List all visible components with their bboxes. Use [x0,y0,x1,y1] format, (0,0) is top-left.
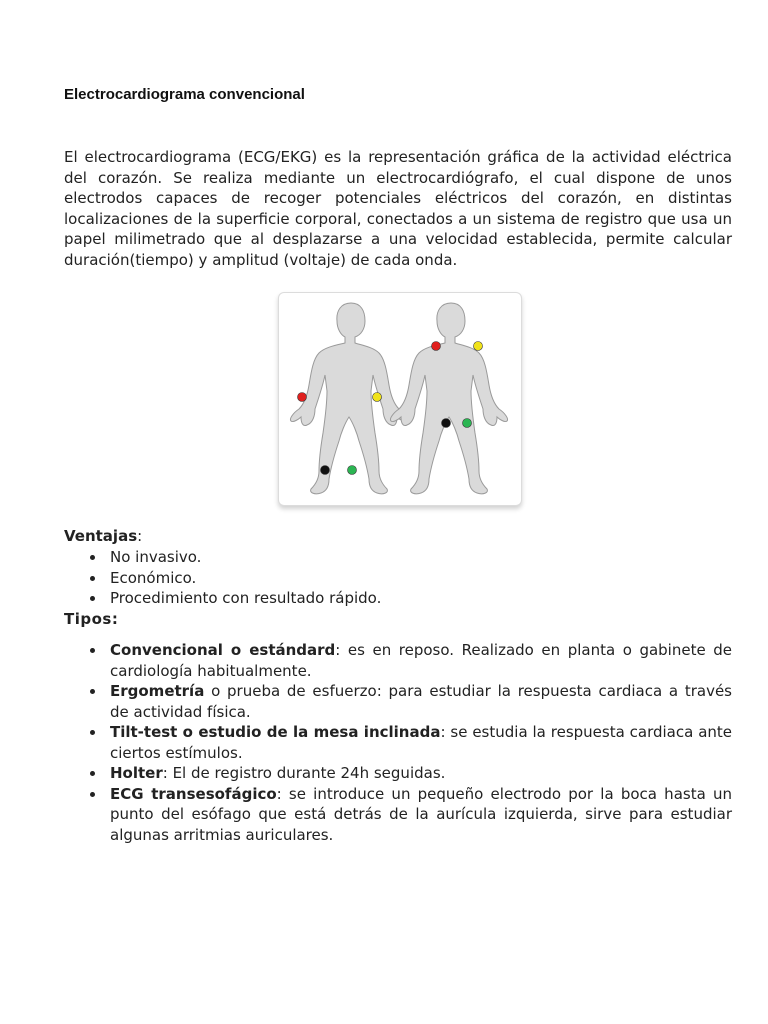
ventajas-heading [64,527,142,545]
intro-paragraph: El electrocardiograma (ECG/EKG) es la representación gráfica de la actividad eléctrica del corazón. Se realiza mediante un electrocardiógrafo, el cual dispone de unos electrodos capaces de recoger potenciales eléctricos del corazón, en distintas localizaciones de la superficie corporal, conectados a un sistema de registro que usa un papel milimetrado que al desplazarse a una velocidad establecida, permite calcular duración(tiempo) y amplitud (voltaje) de cada onda. [64,148,732,269]
list-item-text: o prueba de esfuerzo: para estudiar la respuesta cardiaca a través de actividad física. [110,682,732,721]
electrode-right-shoulder [432,342,441,351]
electrode-left-leg [348,466,357,475]
list-item [64,640,732,681]
list-item-term: Convencional o estándard [110,641,336,659]
body-figure-chest-leads [390,303,507,494]
electrode-left-shoulder [474,342,483,351]
tipos-list [64,640,732,845]
ventajas-heading-text: Ventajas [64,527,138,545]
list-item [64,784,732,846]
list-item-text: : El de registro durante 24h seguidas. [162,764,446,782]
electrode-placement-figure [278,292,522,506]
electrode-left-hip [463,419,472,428]
list-item-term: Ergometría [110,682,205,700]
list-item: Económico. [64,568,732,589]
list-item-text: : se introduce un pequeño electrodo por la boca hasta un punto del esófago que está detrás de la aurícula izquierda, sirve para estudiar algunas arritmias auriculares. [110,784,732,844]
electrode-left-arm [373,393,382,402]
list-item-text: : es en reposo. Realizado en planta o gabinete de cardiología habitualmente. [110,641,732,680]
ventajas-heading-colon: : [137,527,143,545]
list-item-term: Tilt-test o estudio de la mesa inclinada [110,723,441,741]
electrode-right-hip [442,419,451,428]
list-item [64,722,732,763]
electrode-placement-illustration [279,293,521,505]
electrode-right-arm [298,393,307,402]
list-item-term: Holter [110,764,163,782]
list-item-term: ECG transesofágico [110,784,277,803]
list-item-text: : se estudia la respuesta cardiaca ante ciertos estímulos. [110,723,732,762]
list-item: No invasivo. [64,547,732,568]
tipos-heading: Tipos: [64,610,119,628]
list-item: Procedimiento con resultado rápido. [64,588,732,609]
body-figure-limb-leads [290,303,407,494]
list-item [64,763,732,784]
ventajas-list [64,547,732,609]
electrode-right-leg [321,466,330,475]
list-item [64,681,732,722]
document-title: Electrocardiograma convencional [64,86,305,103]
